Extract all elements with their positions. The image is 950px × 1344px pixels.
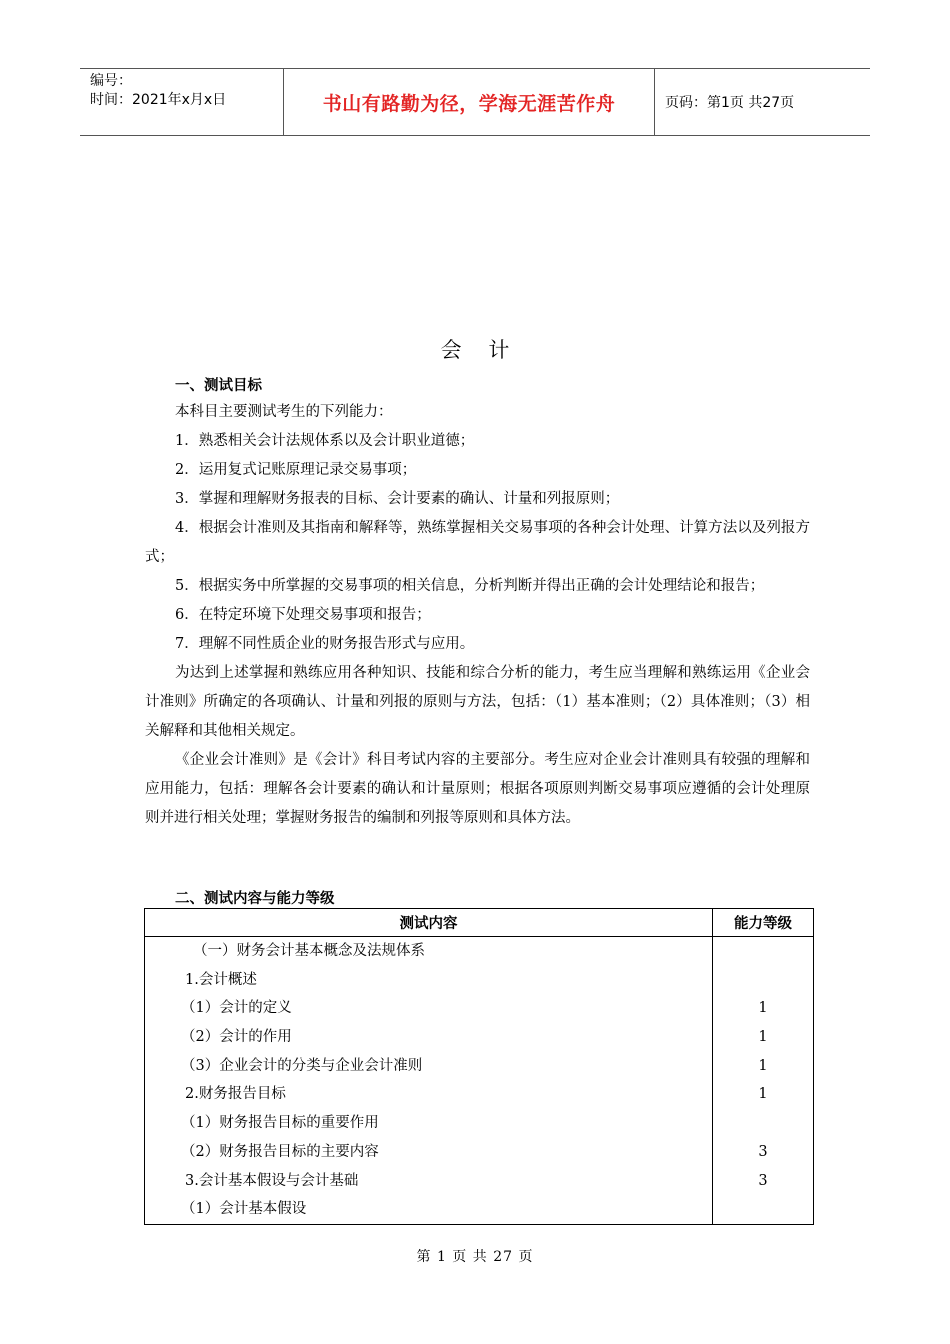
level-value: 1 (758, 1057, 768, 1074)
header-time-label: 时间：2021年x月x日 (90, 92, 227, 108)
level-value: 3 (758, 1143, 768, 1160)
paragraph: 1．熟悉相关会计法规体系以及会计职业道德； (175, 433, 475, 449)
table-item: （1）财务报告目标的重要作用 (181, 1115, 379, 1132)
header-page-info: 页码：第1页 共27页 (665, 95, 795, 111)
paragraph: 7．理解不同性质企业的财务报告形式与应用。 (175, 636, 475, 652)
column-header-content: 测试内容 (145, 909, 713, 937)
paragraph: 3．掌握和理解财务报表的目标、会计要素的确认、计量和列报原则； (175, 491, 620, 507)
table-header-row (145, 909, 814, 937)
paragraph: 《企业会计准则》是《会计》科目考试内容的主要部分。考生应对企业会计准则具有较强的理解和应用能力，包括：理解各会计要素的确认和计量原则；根据各项原则判断交易事项应遵循的会计处理原则并进行相关处理；掌握财务报告的编制和列报等原则和具体方法。 (145, 752, 810, 826)
table-item: （2）财务报告目标的主要内容 (181, 1143, 379, 1160)
level-value: 3 (758, 1172, 768, 1189)
header-motto: 书山有路勤为径，学海无涯苦作舟 (283, 69, 655, 135)
table-item: （3）企业会计的分类与企业会计准则 (181, 1057, 423, 1074)
paragraph: 2．运用复式记账原理记录交易事项； (175, 462, 417, 478)
level-value: 1 (758, 1000, 768, 1017)
level-value: 1 (758, 1086, 768, 1103)
table-item: （一）财务会计基本概念及法规体系 (193, 943, 425, 959)
section-heading-objectives: 一、测试目标 (175, 378, 262, 394)
levels-cell (713, 937, 814, 1225)
table-item: （1）会计基本假设 (181, 1201, 307, 1218)
document-header (80, 68, 870, 136)
table-body-row (145, 937, 814, 1225)
table-item: （1）会计的定义 (181, 1000, 292, 1017)
paragraph: 4．根据会计准则及其指南和解释等，熟练掌握相关交易事项的各种会计处理、计算方法以及列报方式； (145, 520, 810, 565)
level-value (713, 937, 813, 966)
content-level-table (144, 908, 814, 1225)
paragraph: 5．根据实务中所掌握的交易事项的相关信息，分析判断并得出正确的会计处理结论和报告； (175, 578, 765, 594)
table-item: 3.会计基本假设与会计基础 (185, 1172, 359, 1189)
paragraph: 本科目主要测试考生的下列能力： (175, 404, 393, 420)
objectives-body (145, 398, 810, 833)
level-value (713, 1195, 813, 1224)
level-value (713, 966, 813, 995)
paragraph: 为达到上述掌握和熟练应用各种知识、技能和综合分析的能力，考生应当理解和熟练运用《企业会计准则》所确定的各项确认、计量和列报的原则与方法，包括：（1）基本准则；（2）具体准则；（3）相关解释和其他相关规定。 (145, 665, 810, 739)
level-value: 1 (758, 1029, 768, 1046)
header-meta (80, 69, 283, 135)
document-title: 会 计 (440, 338, 520, 362)
table-item: （2）会计的作用 (181, 1029, 292, 1046)
section-heading-content: 二、测试内容与能力等级 (175, 891, 335, 907)
header-number-label: 编号： (90, 73, 132, 89)
column-header-level: 能力等级 (713, 909, 814, 937)
table-item: 2.财务报告目标 (185, 1086, 286, 1103)
level-value (713, 1109, 813, 1138)
content-items-cell (145, 937, 713, 1225)
paragraph: 6．在特定环境下处理交易事项和报告； (175, 607, 431, 623)
page-footer: 第 1 页 共 27 页 (416, 1249, 534, 1265)
table-item: 1.会计概述 (185, 971, 257, 988)
